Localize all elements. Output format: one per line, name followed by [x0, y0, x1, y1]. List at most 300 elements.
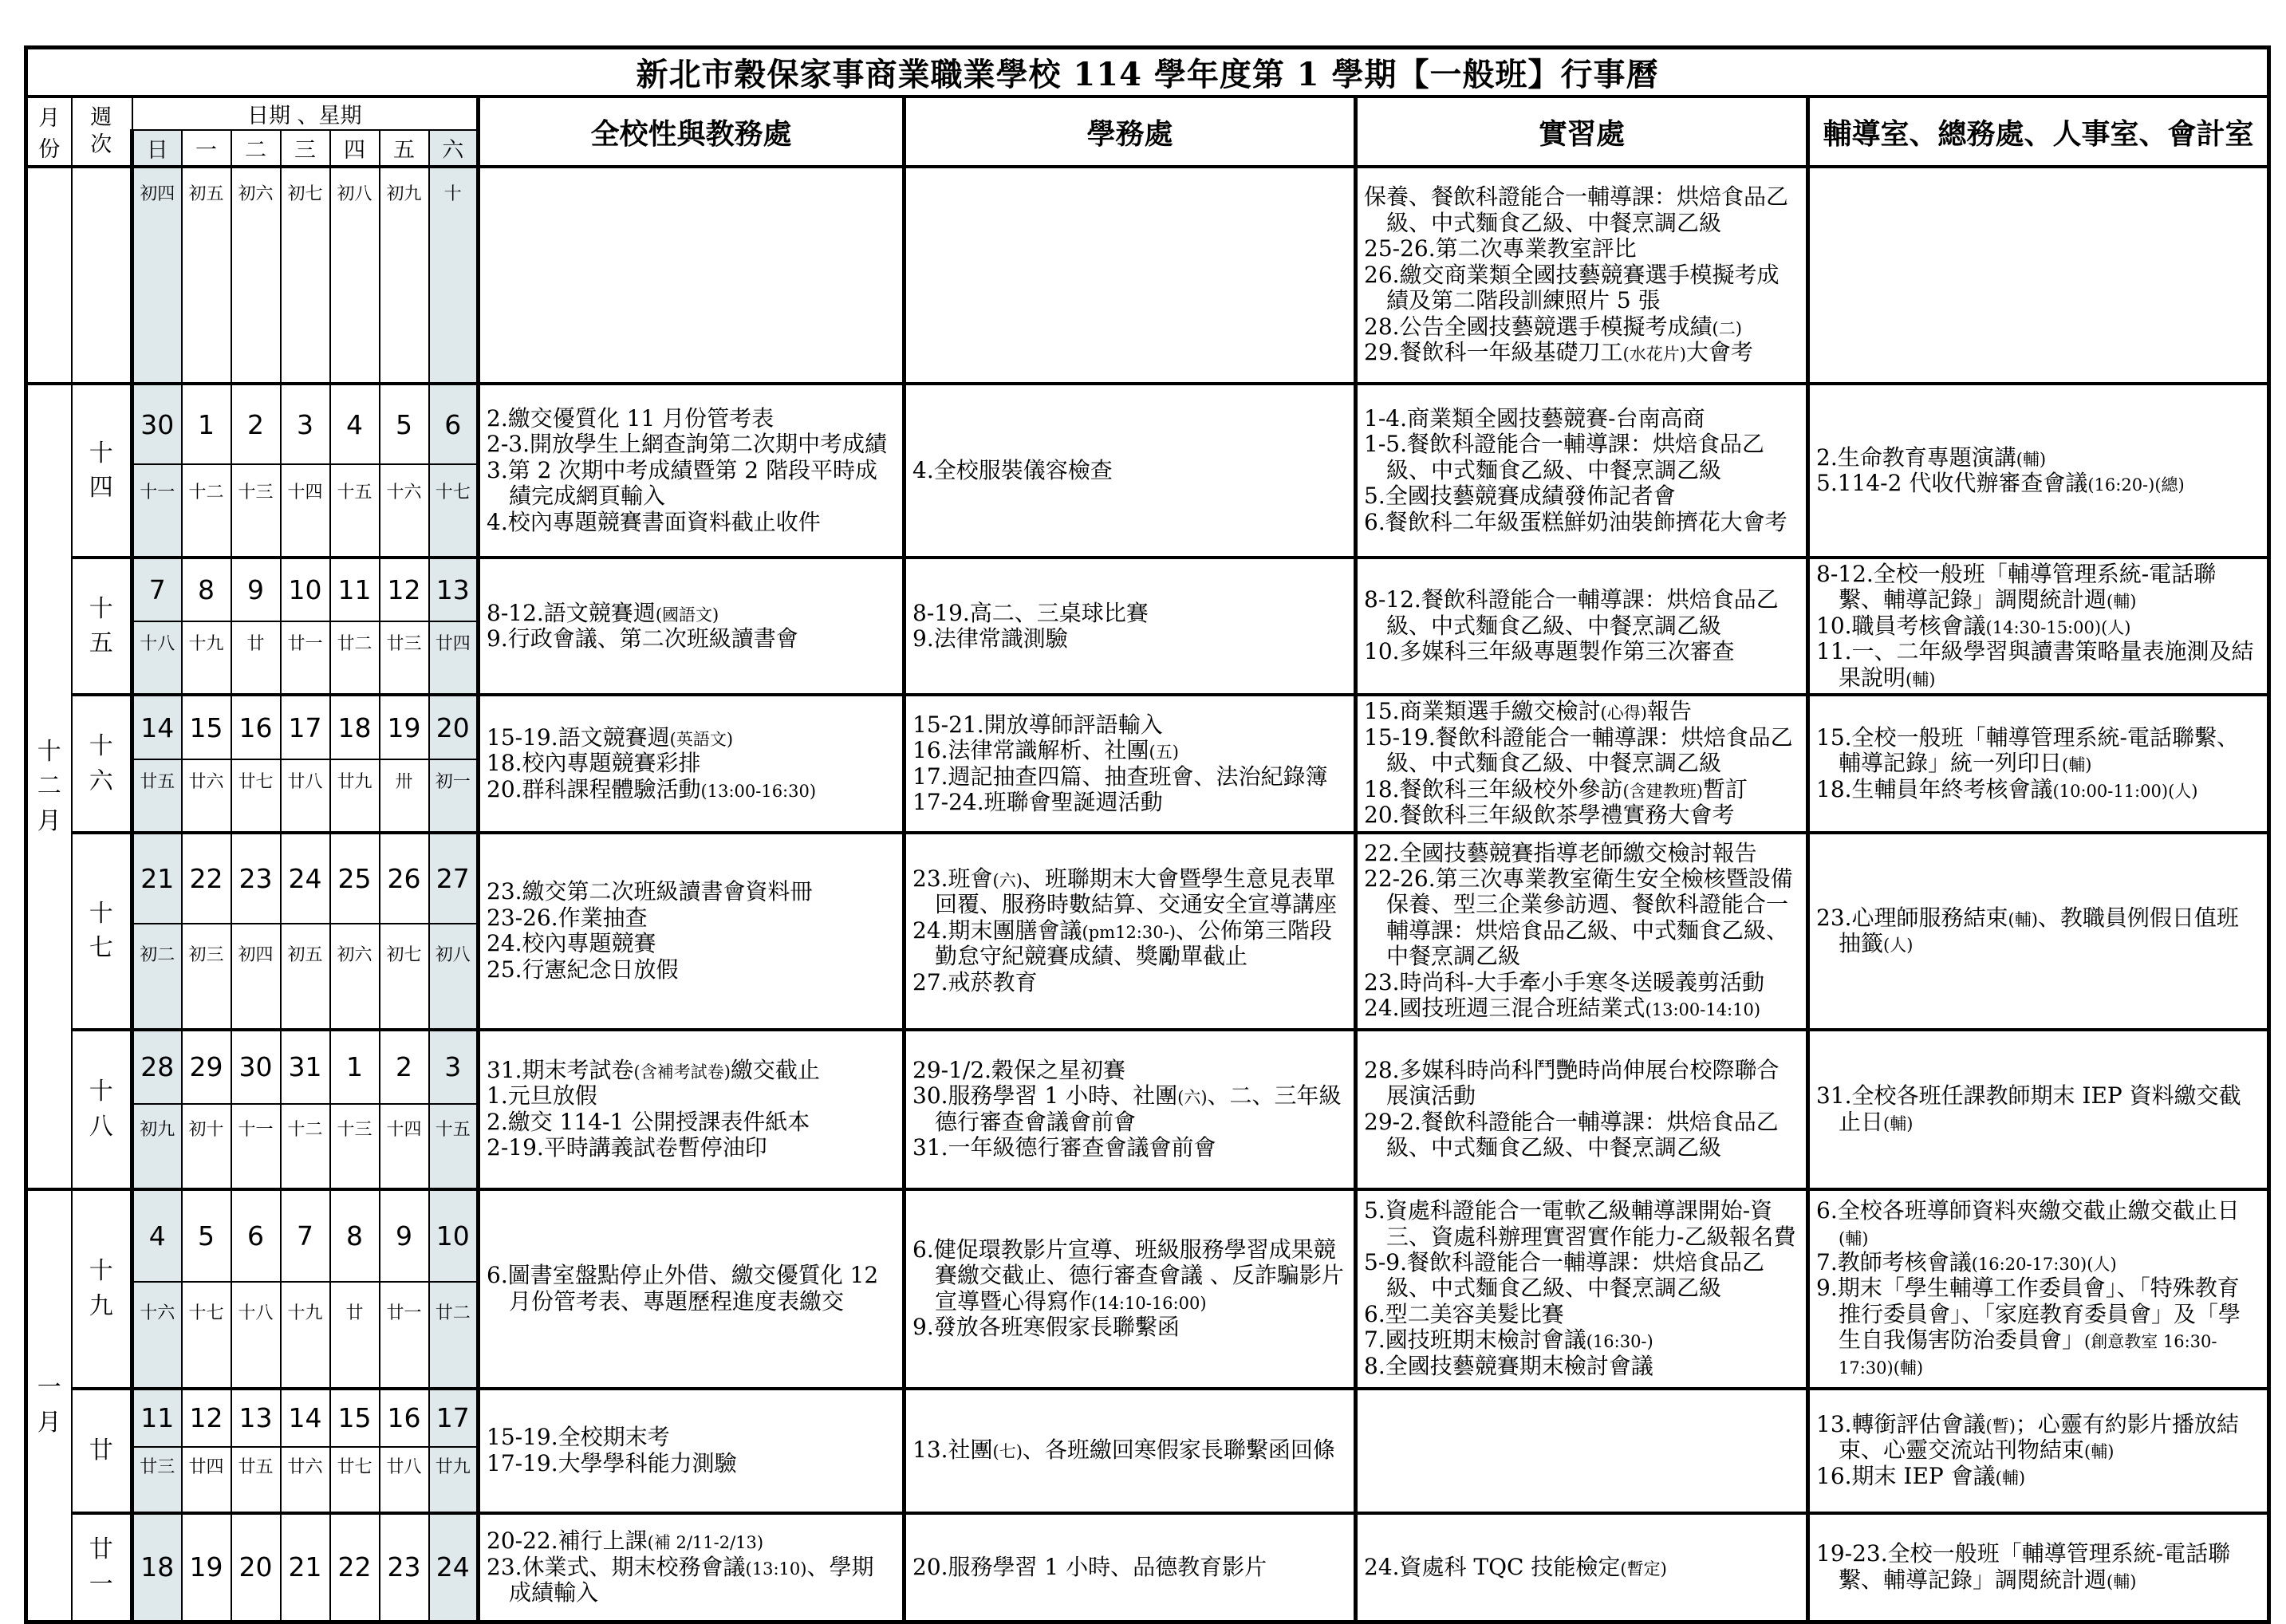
- activity-item: 30.服務學習 1 小時、社團(六)、二、三年級德行審查會議會前會: [912, 1082, 1342, 1135]
- lunar-date: 初九: [386, 184, 422, 205]
- day-name-sat: 六: [429, 130, 479, 167]
- solar-date: 3: [444, 1051, 462, 1083]
- activity-item: 23.繳交第二次班級讀書會資料冊: [487, 878, 813, 905]
- solar-date: 21: [140, 863, 175, 895]
- lunar-date: 廿五: [134, 759, 181, 801]
- date-cell: [132, 558, 182, 695]
- annotation: (六): [1177, 1088, 1208, 1108]
- date-cell: [182, 384, 231, 558]
- lunar-date: 十三: [232, 463, 280, 516]
- month-cell: [26, 167, 72, 384]
- solar-date: 20: [436, 711, 470, 743]
- office-cell-counseling-general: [1808, 833, 2269, 1030]
- activity-item: 18.餐飲科三年級校外參訪(含建教班)暫訂: [1364, 775, 1748, 802]
- lunar-date: 初四: [140, 184, 175, 205]
- activity-item: 4.校內專題競賽書面資料截止收件: [487, 508, 821, 535]
- date-cell: [231, 833, 281, 1030]
- activity-item: 24.校內專題競賽: [487, 930, 656, 957]
- date-cell: [380, 384, 429, 558]
- office-cell-counseling-general: [1808, 1389, 2269, 1513]
- solar-date: 12: [189, 1402, 223, 1434]
- lunar-date: 十八: [134, 621, 181, 663]
- lunar-date: 廿九: [331, 759, 379, 801]
- lunar-date: 初六: [238, 184, 274, 205]
- solar-date: 1: [346, 1051, 363, 1083]
- date-cell: [231, 1189, 281, 1389]
- solar-date: 5: [396, 408, 412, 440]
- date-cell: [281, 833, 330, 1030]
- activity-item: 23.時尚科-大手牽小手寒冬送暖義剪活動: [1364, 968, 1764, 995]
- activity-item: 11.一、二年級學習與讀書策略量表施測及結果說明(輔): [1816, 638, 2254, 691]
- activity-item: 1-5.餐飲科證能合一輔導課：烘焙食品乙級、中式麵食乙級、中餐烹調乙級: [1364, 431, 1764, 483]
- annotation: (輔): [2016, 449, 2047, 469]
- activity-item: 2-19.平時講義試卷暫停油印: [487, 1134, 767, 1161]
- date-cell: [132, 167, 182, 384]
- lunar-date: 廿: [331, 1281, 379, 1342]
- date-cell: [182, 1389, 231, 1513]
- date-cell: [281, 1513, 330, 1622]
- lunar-date: 十九: [282, 1281, 329, 1342]
- solar-date: 16: [387, 1402, 421, 1434]
- office-cell-student-affairs: [905, 1189, 1356, 1389]
- lunar-date: 廿一: [380, 1281, 428, 1342]
- solar-date: 21: [288, 1551, 322, 1583]
- lunar-date: 初二: [134, 923, 181, 983]
- activity-item: 29-2.餐飲科證能合一輔導課：烘焙食品乙級、中式麵食乙級、中餐烹調乙級: [1364, 1108, 1779, 1161]
- date-cell: [182, 695, 231, 832]
- solar-date: 16: [238, 711, 273, 743]
- office-cell-practice-office: [1356, 1030, 1808, 1189]
- date-cell: [330, 167, 380, 384]
- annotation: (總): [2154, 475, 2185, 495]
- activity-item: 6.餐飲科二年級蛋糕鮮奶油裝飾擠花大會考: [1364, 508, 1787, 535]
- solar-date: 15: [337, 1402, 372, 1434]
- activity-item: 8.全國技藝競賽期末檢討會議: [1364, 1352, 1653, 1379]
- annotation: (13:00-16:30): [700, 781, 817, 801]
- activity-item: 29.餐飲科一年級基礎刀工(水花片)大會考: [1364, 339, 1753, 366]
- lunar-date: 廿六: [183, 759, 231, 801]
- lunar-date: 初五: [282, 923, 329, 983]
- vertical-label: 十 九: [89, 1257, 113, 1320]
- solar-date: 23: [238, 863, 273, 895]
- annotation: (輔): [1839, 1228, 1869, 1248]
- day-name-wed: 三: [281, 130, 330, 167]
- solar-date: 4: [148, 1220, 166, 1252]
- activity-item: 5-9.餐飲科證能合一輔導課：烘焙食品乙級、中式麵食乙級、中餐烹調乙級: [1364, 1248, 1764, 1302]
- header-office-student-affairs: 學務處: [905, 97, 1356, 167]
- header-week: 週 次: [72, 97, 132, 167]
- activity-item: 26.繳交商業類全國技藝競賽選手模擬考成績及第二階段訓練照片 5 張: [1364, 261, 1780, 314]
- date-cell: [281, 384, 330, 558]
- activity-item: 23.休業式、期末校務會議(13:10)、學期成績輸入: [487, 1553, 874, 1606]
- date-cell: [429, 695, 479, 832]
- date-cell: [380, 167, 429, 384]
- office-cell-academic-affairs: [479, 558, 905, 695]
- office-cell-counseling-general: [1808, 384, 2269, 558]
- activity-item: 10.職員考核會議(14:30-15:00)(人): [1816, 612, 2131, 639]
- activity-item: 7.國技班期末檢討會議(16:30-): [1364, 1326, 1653, 1354]
- solar-date: 7: [297, 1220, 313, 1252]
- week-cell: [72, 695, 132, 832]
- date-cell: [380, 833, 429, 1030]
- activity-item: 17-24.班聯會聖誕週活動: [912, 788, 1163, 815]
- activity-item: 2.繳交 114-1 公開授課表件紙本: [487, 1108, 810, 1135]
- activity-item: 9.行政會議、第二次班級讀書會: [487, 625, 798, 652]
- solar-date: 17: [288, 711, 322, 743]
- week-cell: [72, 1513, 132, 1622]
- lunar-date: 十一: [134, 463, 181, 516]
- lunar-date: 初三: [183, 923, 231, 983]
- solar-date: 2: [247, 408, 264, 440]
- lunar-date: 廿一: [282, 621, 329, 663]
- solar-date: 26: [387, 863, 421, 895]
- date-cell: [281, 558, 330, 695]
- week-cell: [72, 1389, 132, 1513]
- day-name-fri: 五: [380, 130, 429, 167]
- annotation: (含補考試卷): [633, 1062, 731, 1082]
- lunar-date: 十三: [331, 1103, 379, 1152]
- annotation: (16:30-): [1586, 1332, 1653, 1352]
- date-cell: [330, 1389, 380, 1513]
- vertical-label: 十 二 月: [37, 737, 61, 835]
- lunar-date: 十: [443, 184, 462, 205]
- date-cell: [380, 1513, 429, 1622]
- date-cell: [429, 558, 479, 695]
- title-row: [26, 48, 2269, 97]
- office-cell-practice-office: [1356, 1513, 1808, 1622]
- date-cell: [182, 167, 231, 384]
- office-cell-student-affairs: [905, 1389, 1356, 1513]
- activity-item: 19-23.全校一般班「輔導管理系統-電話聯繫、輔導記錄」調閱統計週(輔): [1816, 1540, 2231, 1593]
- lunar-date: 廿三: [380, 621, 428, 663]
- activity-item: 25-26.第二次專業教室評比: [1364, 235, 1637, 262]
- date-cell: [380, 1389, 429, 1513]
- activity-item: 15-19.全校期末考: [487, 1424, 670, 1451]
- lunar-date: 初八: [337, 184, 372, 205]
- solar-date: 12: [387, 574, 421, 606]
- date-cell: [281, 167, 330, 384]
- annotation: (輔): [1995, 1468, 2026, 1488]
- activity-item: 20.餐飲科三年級飲茶學禮實務大會考: [1364, 802, 1735, 829]
- activity-item: 27.戒菸教育: [912, 968, 1038, 995]
- office-cell-student-affairs: [905, 167, 1356, 384]
- solar-date: 25: [337, 863, 372, 895]
- lunar-date: 初一: [430, 759, 477, 801]
- date-cell: [380, 1030, 429, 1189]
- annotation: (含建教班): [1622, 781, 1703, 801]
- solar-date: 1: [198, 408, 215, 440]
- lunar-date: 十六: [134, 1281, 181, 1342]
- activity-item: 20.服務學習 1 小時、品德教育影片: [912, 1553, 1267, 1580]
- date-cell: [281, 695, 330, 832]
- office-cell-counseling-general: [1808, 1030, 2269, 1189]
- office-cell-practice-office: [1356, 1389, 1808, 1513]
- solar-date: 14: [140, 711, 175, 743]
- solar-date: 13: [436, 574, 470, 606]
- activity-item: 13.社團(七)、各班繳回寒假家長聯繫函回條: [912, 1437, 1335, 1464]
- activity-item: 31.一年級德行審查會議會前會: [912, 1134, 1216, 1161]
- activity-item: 8-12.餐飲科證能合一輔導課：烘焙食品乙級、中式麵食乙級、中餐烹調乙級: [1364, 586, 1779, 639]
- lunar-date: 初七: [380, 923, 428, 983]
- annotation: (英語文): [669, 729, 734, 749]
- annotation: (二): [1712, 318, 1742, 338]
- date-cell: [132, 1389, 182, 1513]
- activity-item: 1-4.商業類全國技藝競賽-台南高商: [1364, 404, 1705, 432]
- date-cell: [132, 1513, 182, 1622]
- calendar-row: [26, 1513, 2269, 1622]
- office-cell-student-affairs: [905, 558, 1356, 695]
- date-cell: [281, 1189, 330, 1389]
- date-cell: [330, 384, 380, 558]
- activity-item: 3.第 2 次期中考成績暨第 2 階段平時成績完成網頁輸入: [487, 456, 877, 510]
- office-cell-practice-office: [1356, 1189, 1808, 1389]
- calendar-row: [26, 1030, 2269, 1189]
- annotation: (10:00-11:00): [2052, 781, 2169, 801]
- activity-item: 1.元旦放假: [487, 1082, 597, 1110]
- day-name-mon: 一: [182, 130, 231, 167]
- solar-date: 18: [140, 1551, 175, 1583]
- solar-date: 19: [387, 711, 421, 743]
- activity-item: 7.教師考核會議(16:20-17:30)(人): [1816, 1248, 2117, 1275]
- activity-item: 28.多媒科時尚科鬥艷時尚伸展台校際聯合展演活動: [1364, 1056, 1780, 1110]
- lunar-date: 十九: [183, 621, 231, 663]
- date-cell: [132, 384, 182, 558]
- activity-item: 23-26.作業抽查: [487, 904, 648, 931]
- date-cell: [231, 558, 281, 695]
- office-cell-academic-affairs: [479, 1189, 905, 1389]
- annotation: (人): [2087, 1254, 2117, 1274]
- date-cell: [429, 167, 479, 384]
- lunar-date: 初六: [331, 923, 379, 983]
- office-cell-practice-office: [1356, 833, 1808, 1030]
- solar-date: 8: [198, 574, 215, 606]
- activity-item: 13.轉銜評估會議(暫)；心靈有約影片播放結束、心靈交流站刊物結束(輔): [1816, 1410, 2239, 1464]
- date-cell: [380, 1189, 429, 1389]
- solar-date: 13: [238, 1402, 273, 1434]
- lunar-date: 廿七: [232, 759, 280, 801]
- vertical-label: 十 七: [89, 899, 113, 963]
- date-cell: [132, 1030, 182, 1189]
- lunar-date: 初十: [183, 1103, 231, 1152]
- annotation: (13:10): [745, 1559, 807, 1579]
- date-cell: [132, 695, 182, 832]
- office-cell-practice-office: [1356, 695, 1808, 832]
- solar-date: 15: [189, 711, 223, 743]
- activity-item: 31.期末考試卷(含補考試卷)繳交截止: [487, 1056, 820, 1083]
- office-cell-academic-affairs: [479, 384, 905, 558]
- solar-date: 11: [140, 1402, 175, 1434]
- lunar-date: 廿八: [380, 1446, 428, 1484]
- activity-item: 5.全國技藝競賽成績發佈記者會: [1364, 483, 1676, 510]
- annotation: (暫): [1985, 1416, 2016, 1436]
- calendar-row: [26, 1389, 2269, 1513]
- solar-date: 19: [189, 1551, 223, 1583]
- activity-item: 10.多媒科三年級專題製作第三次審查: [1364, 638, 1735, 665]
- annotation: (創意教室 16:30-17:30): [1839, 1332, 2217, 1378]
- lunar-date: 初八: [430, 923, 477, 983]
- office-cell-student-affairs: [905, 833, 1356, 1030]
- date-cell: [429, 833, 479, 1030]
- activity-item: 15-21.開放導師評語輸入: [912, 711, 1163, 738]
- office-cell-student-affairs: [905, 1030, 1356, 1189]
- date-cell: [231, 1030, 281, 1189]
- date-cell: [281, 1389, 330, 1513]
- activity-item: 18.生輔員年終考核會議(10:00-11:00)(人): [1816, 775, 2198, 802]
- activity-item: 8-12.語文競賽週(國語文): [487, 599, 719, 626]
- week-cell: [72, 384, 132, 558]
- activity-item: 22.全國技藝競賽指導老師繳交檢討報告: [1364, 839, 1757, 866]
- solar-date: 24: [436, 1551, 470, 1583]
- annotation: (輔): [2008, 909, 2038, 929]
- annotation: (七): [992, 1442, 1023, 1462]
- lunar-date: 廿六: [282, 1446, 329, 1484]
- date-cell: [330, 1513, 380, 1622]
- date-cell: [330, 1030, 380, 1189]
- lunar-date: 十四: [380, 1103, 428, 1152]
- date-cell: [182, 833, 231, 1030]
- lunar-date: 廿七: [331, 1446, 379, 1484]
- lunar-date: 初五: [188, 184, 224, 205]
- date-cell: [380, 558, 429, 695]
- date-cell: [231, 695, 281, 832]
- day-name-sun: 日: [132, 130, 182, 167]
- date-cell: [429, 1513, 479, 1622]
- activity-item: 16.期末 IEP 會議(輔): [1816, 1462, 2026, 1489]
- annotation: (14:10-16:00): [1091, 1293, 1207, 1313]
- lunar-date: 十八: [232, 1281, 280, 1342]
- solar-date: 8: [346, 1220, 363, 1252]
- solar-date: 22: [189, 863, 223, 895]
- calendar-table: [24, 45, 2271, 1624]
- date-cell: [132, 833, 182, 1030]
- month-cell: [26, 1189, 72, 1622]
- calendar-body: [26, 167, 2269, 1622]
- activity-item: 4.全校服裝儀容檢查: [912, 456, 1113, 483]
- solar-date: 30: [140, 408, 175, 440]
- office-cell-counseling-general: [1808, 558, 2269, 695]
- office-cell-academic-affairs: [479, 167, 905, 384]
- date-cell: [182, 1189, 231, 1389]
- annotation: (人): [1883, 936, 1914, 956]
- date-cell: [429, 1030, 479, 1189]
- solar-date: 11: [337, 574, 372, 606]
- lunar-date: 十五: [430, 1103, 477, 1152]
- lunar-date: 十七: [183, 1281, 231, 1342]
- date-cell: [330, 1189, 380, 1389]
- calendar-row: [26, 833, 2269, 1030]
- day-name-tue: 二: [231, 130, 281, 167]
- header-office-counseling-general: 輔導室、總務處、人事室、會計室: [1808, 97, 2269, 167]
- activity-item: 6.全校各班導師資料夾繳交截止繳交截止日(輔): [1816, 1197, 2240, 1248]
- activity-item: 16.法律常識解析、社團(五): [912, 737, 1179, 764]
- annotation: (輔): [2107, 1571, 2137, 1591]
- office-cell-academic-affairs: [479, 1389, 905, 1513]
- annotation: (輔): [1893, 1358, 1924, 1378]
- office-cell-counseling-general: [1808, 167, 2269, 384]
- activity-item: 15.商業類選手繳交檢討(心得)報告: [1364, 698, 1692, 725]
- date-cell: [231, 167, 281, 384]
- lunar-date: 廿四: [183, 1446, 231, 1484]
- date-cell: [182, 558, 231, 695]
- calendar-row: [26, 558, 2269, 695]
- office-cell-academic-affairs: [479, 1513, 905, 1622]
- lunar-date: 初七: [287, 184, 323, 205]
- activity-item: 8-19.高二、三桌球比賽: [912, 599, 1149, 626]
- calendar-row: [26, 1189, 2269, 1389]
- activity-item: 2.繳交優質化 11 月份管考表: [487, 404, 774, 432]
- annotation: (水花片): [1622, 345, 1686, 365]
- activity-item: 31.全校各班任課教師期末 IEP 資料繳交截止日(輔): [1816, 1082, 2241, 1135]
- calendar-row: [26, 695, 2269, 832]
- calendar-row: [26, 384, 2269, 558]
- week-cell: [72, 558, 132, 695]
- office-cell-academic-affairs: [479, 833, 905, 1030]
- vertical-label: 十 八: [89, 1078, 113, 1141]
- lunar-date: 十一: [232, 1103, 280, 1152]
- week-cell: [72, 833, 132, 1030]
- header-month: 月份: [26, 97, 72, 167]
- activity-item: 24.國技班週三混合班結業式(13:00-14:10): [1364, 995, 1761, 1022]
- annotation: (16:20-): [2087, 475, 2155, 495]
- solar-date: 6: [247, 1220, 264, 1252]
- annotation: (14:30-15:00): [1985, 617, 2102, 637]
- office-cell-practice-office: [1356, 384, 1808, 558]
- activity-item: 24.期末團膳會議(pm12:30-)、公佈第三階段勤怠守紀競賽成績、獎勵單截止: [912, 916, 1332, 970]
- solar-date: 24: [288, 863, 322, 895]
- activity-item: 28.公告全國技藝競選手模擬考成績(二): [1364, 313, 1742, 340]
- activity-item: 9.法律常識測驗: [912, 625, 1068, 652]
- solar-date: 20: [238, 1551, 273, 1583]
- calendar-sheet: [24, 45, 2267, 1624]
- activity-item: 保養、餐飲科證能合一輔導課：烘焙食品乙級、中式麵食乙級、中餐烹調乙級: [1364, 183, 1789, 236]
- annotation: (國語文): [655, 605, 719, 625]
- office-cell-practice-office: [1356, 558, 1808, 695]
- date-cell: [231, 1389, 281, 1513]
- activity-item: 17-19.大學學科能力測驗: [487, 1449, 737, 1476]
- date-cell: [429, 1389, 479, 1513]
- solar-date: 4: [346, 408, 363, 440]
- vertical-label: 十 六: [89, 732, 113, 795]
- activity-item: 20.群科課程體驗活動(13:00-16:30): [487, 775, 817, 802]
- lunar-date: 廿: [232, 621, 280, 663]
- header-date-week: 日期 、星期: [132, 97, 479, 130]
- activity-item: 6.型二美容美髮比賽: [1364, 1300, 1564, 1327]
- activity-item: 22-26.第三次專業教室衛生安全檢核暨設備保養、型三企業參訪週、餐飲科證能合一輔導課：烘焙食品乙級、中式麵食乙級、中餐烹調乙級: [1364, 865, 1793, 970]
- activity-item: 20-22.補行上課(補 2/11-2/13): [487, 1527, 764, 1555]
- annotation: (13:00-14:10): [1645, 1000, 1761, 1020]
- date-cell: [330, 695, 380, 832]
- solar-date: 5: [198, 1220, 215, 1252]
- date-cell: [330, 833, 380, 1030]
- activity-item: 9.期末「學生輔導工作委員會」、「特殊教育推行委員會」、「家庭教育委員會」及「學生自我傷害防治委員會」(創意教室 16:30-17:30)(輔): [1816, 1275, 2241, 1378]
- lunar-date: 卅: [380, 759, 428, 801]
- vertical-label: 廿 一: [89, 1535, 113, 1598]
- activity-item: 15-19.語文競賽週(英語文): [487, 723, 734, 751]
- office-cell-counseling-general: [1808, 695, 2269, 832]
- date-cell: [231, 384, 281, 558]
- date-cell: [132, 1189, 182, 1389]
- vertical-label: 十 四: [89, 439, 113, 502]
- lunar-date: 廿五: [232, 1446, 280, 1484]
- activity-item: 15-19.餐飲科證能合一輔導課：烘焙食品乙級、中式麵食乙級、中餐烹調乙級: [1364, 723, 1793, 777]
- date-cell: [429, 384, 479, 558]
- vertical-label: 十 五: [89, 594, 113, 658]
- activity-item: 6.健促環教影片宣導、班級服務學習成果競賽繳交截止、德行審查會議 、反詐騙影片宣導暨心得寫作(14:10-16:00): [912, 1236, 1344, 1315]
- lunar-date: 廿三: [134, 1446, 181, 1484]
- lunar-date: 初四: [232, 923, 280, 983]
- activity-item: 6.圖書室盤點停止外借、繳交優質化 12 月份管考表、專題歷程進度表繳交: [487, 1262, 879, 1315]
- calendar-row: [26, 167, 2269, 384]
